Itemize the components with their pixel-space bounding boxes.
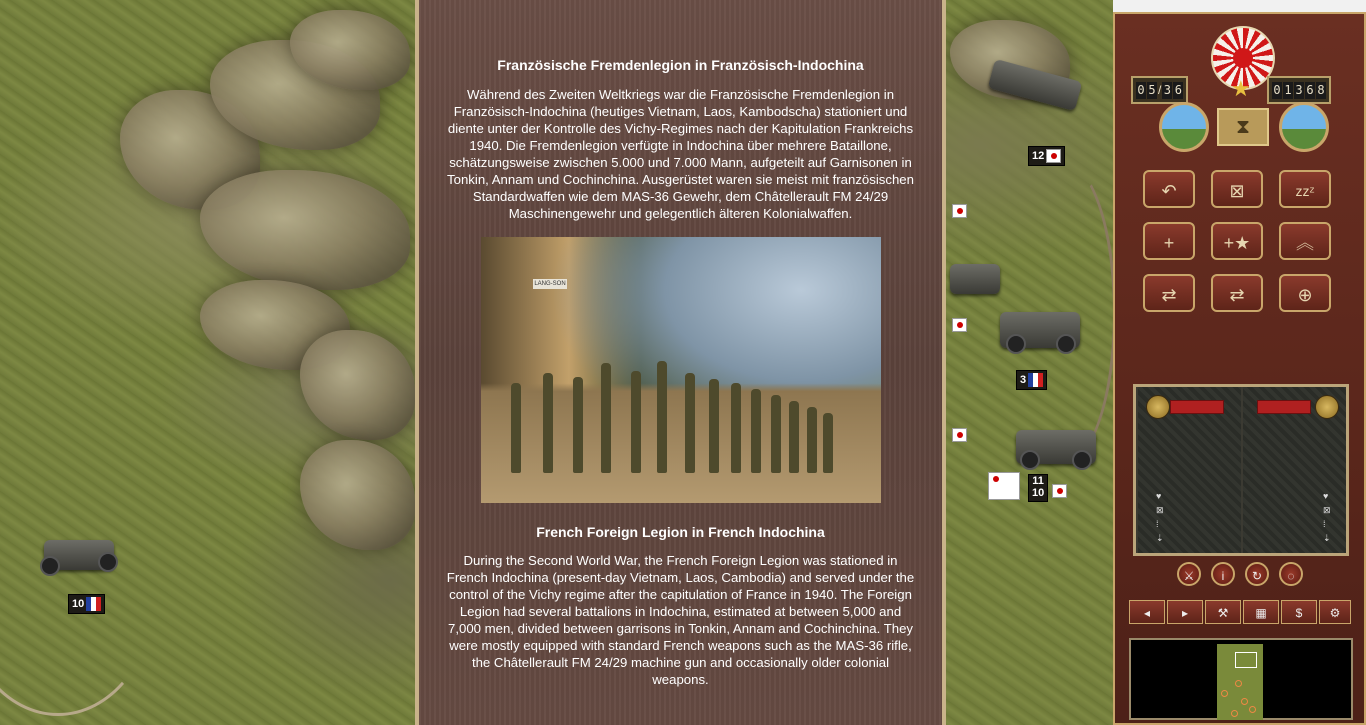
supply-icon: ⊠ (1156, 505, 1164, 515)
road (0, 470, 156, 716)
japan-flag-icon (952, 318, 967, 332)
soldier-figure (807, 407, 817, 473)
top-bar (1113, 0, 1366, 12)
prestige-digit: 8 (1317, 82, 1325, 97)
unit-strength-badge[interactable] (68, 594, 105, 614)
undo-button[interactable]: ↶ (1143, 170, 1195, 208)
star-icon: ★ (1231, 76, 1251, 101)
wheel (1056, 334, 1076, 354)
dialog-title-german: Französische Fremdenlegion in Französisch-Indochina (497, 57, 864, 73)
soldier-figure (685, 373, 695, 473)
minimap-unit-dot (1241, 698, 1248, 705)
prestige-digit: 3 (1295, 82, 1303, 97)
wheel (1072, 450, 1092, 470)
japan-flag-icon[interactable] (988, 472, 1020, 500)
mountain (300, 330, 415, 440)
soldier-figure (823, 413, 833, 473)
soldier-figure (789, 401, 799, 473)
unit-cards (1133, 384, 1349, 556)
purchase-button[interactable]: + (1143, 222, 1195, 260)
wheel (1020, 450, 1040, 470)
unit-rank-stripe (1257, 400, 1311, 414)
ammo-icon: ⁞ (1323, 519, 1326, 529)
japan-flag-icon (952, 428, 967, 442)
next-unit-tank-button[interactable]: ▸ (1167, 600, 1203, 624)
fuel-icon: ⇣ (1323, 533, 1331, 543)
next-unit-button[interactable]: ↻ (1245, 562, 1269, 586)
minimap-unit-dot (1221, 690, 1228, 697)
turn-counter (1131, 76, 1188, 104)
minimap-viewport[interactable] (1235, 652, 1257, 668)
japan-flag-icon (1052, 484, 1067, 498)
armored-car-unit[interactable] (1000, 312, 1080, 348)
unit-info-dialog (415, 0, 946, 725)
unit-strength-badge[interactable] (1028, 146, 1065, 166)
fuel-icon: ⇣ (1156, 533, 1164, 543)
turn-digit: 3 (1163, 82, 1171, 97)
turn-digit: 6 (1174, 82, 1182, 97)
soldier-figure (543, 373, 553, 473)
unit-knob (1146, 395, 1170, 419)
embark-land-button[interactable]: ⇄ (1211, 274, 1263, 312)
france-flag-icon (1028, 373, 1043, 387)
settings-button[interactable]: ⚙ (1319, 600, 1351, 624)
minimap-unit-dot (1249, 706, 1256, 713)
wheel (98, 552, 118, 572)
info-button[interactable]: i (1211, 562, 1235, 586)
heart-icon: ♥ (1323, 491, 1329, 501)
soldier-figure (771, 395, 781, 473)
dialog-text-german: Während des Zweiten Weltkriegs war die Französische Fremdenlegion in Französisch-Indochina (heutiges Vietnam, Laos, Kambodscha) stationiert und diente unter der Kontrolle des Vichy-Regimes nach der Kapitulation Frankreichs 1940. Die Fremdenlegion verfügte in Indochina über mehrere Bataillone, schätzungsweise zwischen 5.000 und 7.000 Mann, aufgeteilt auf Garnisonen in Tonkin, Annam und Cochinchina. Ausgerüstet waren sie meist mit französischen Standardwaffen wie dem MAS-36 Gewehr, dem Châtellerault FM 24/29 Maschinengewehr und gelegentlich älteren Kolonialwaffen. (447, 87, 914, 221)
mountain (300, 440, 415, 550)
legion-photo (481, 237, 881, 503)
france-flag-icon (86, 597, 101, 611)
weather-tomorrow-icon[interactable] (1279, 102, 1329, 152)
soldier-figure (751, 389, 761, 473)
turn-digit: 5 (1148, 82, 1156, 97)
turn-separator: / (1158, 83, 1162, 97)
prestige-digit: 1 (1284, 82, 1292, 97)
finance-button[interactable]: $ (1281, 600, 1317, 624)
unit-strength: 11 (1032, 475, 1044, 487)
disband-button[interactable]: ⊠ (1211, 170, 1263, 208)
minimap-unit-dot (1235, 680, 1242, 687)
wheel (1006, 334, 1026, 354)
prestige-digit: 0 (1273, 82, 1281, 97)
reinforce-button[interactable]: ︽ (1279, 222, 1331, 260)
sidecar-unit[interactable] (1016, 430, 1096, 464)
dialog-text-english: During the Second World War, the French Foreign Legion was stationed in French Indochina (present-day Vietnam, Laos, Cambodia) and served under the control of the Vichy regime after the capitulation of France in 1940. The Foreign Legion had several battalions in Indochina, estimated at between 5,000 and 7,000 men, divided between garrisons in Tonkin, Annam and Cochinchina. They were mostly equipped with standard French weapons such as the MAS-36 rifle, the Châtellerault FM 24/29 machine gun and occasionally older colonial weapons. (446, 553, 915, 687)
control-panel (1113, 12, 1366, 725)
grid-toggle-button[interactable]: ▦ (1243, 600, 1279, 624)
supply-button[interactable]: ⚒ (1205, 600, 1241, 624)
unit-strength-badge[interactable] (1016, 370, 1047, 390)
unit-strength: 10 (72, 598, 85, 610)
soldier-figure (601, 363, 611, 473)
turn-digit: 0 (1137, 82, 1145, 97)
attack-button[interactable]: ⚔ (1177, 562, 1201, 586)
japan-flag-icon (1046, 149, 1061, 163)
mountain (200, 170, 410, 290)
minimap[interactable] (1129, 638, 1353, 720)
upgrade-button[interactable]: +★ (1211, 222, 1263, 260)
unit-strength-badge[interactable] (1028, 474, 1048, 502)
soldier-figure (709, 379, 719, 473)
unit-card-left[interactable] (1138, 387, 1241, 553)
unit-rank-stripe (1170, 400, 1224, 414)
soldier-figure (657, 361, 667, 473)
dialog-title-english: French Foreign Legion in French Indochina (536, 524, 825, 540)
truck-unit[interactable] (950, 264, 1000, 294)
japan-flag-icon (952, 204, 967, 218)
soldier-figure (631, 371, 641, 473)
unit-card-right[interactable] (1243, 387, 1346, 553)
wheel (40, 556, 60, 576)
unit-strength: 3 (1020, 374, 1027, 386)
station-sign: LANG-SON (534, 281, 566, 287)
soldier-figure (731, 383, 741, 473)
ammo-icon: ⁞ (1156, 519, 1159, 529)
unit-knob (1315, 395, 1339, 419)
prestige-digit: 6 (1306, 82, 1314, 97)
chat-button[interactable]: ◌ (1279, 562, 1303, 586)
previous-unit-button[interactable]: ◂ (1129, 600, 1165, 624)
heart-icon: ♥ (1156, 491, 1162, 501)
minimap-unit-dot (1231, 710, 1238, 717)
sleep-button[interactable]: zzᶻ (1279, 170, 1331, 208)
prestige-counter (1267, 76, 1331, 104)
unit-strength: 10 (1032, 487, 1045, 499)
soldier-figure (511, 383, 521, 473)
motorcycle-unit[interactable] (44, 540, 114, 570)
end-turn-button[interactable]: ⧗ (1217, 108, 1269, 146)
embark-sea-button[interactable]: ⇄ (1143, 274, 1195, 312)
soldier-figure (573, 377, 583, 473)
supply-icon: ⊠ (1323, 505, 1331, 515)
target-button[interactable]: ⊕ (1279, 274, 1331, 312)
unit-strength: 12 (1032, 150, 1045, 162)
weather-today-icon[interactable] (1159, 102, 1209, 152)
